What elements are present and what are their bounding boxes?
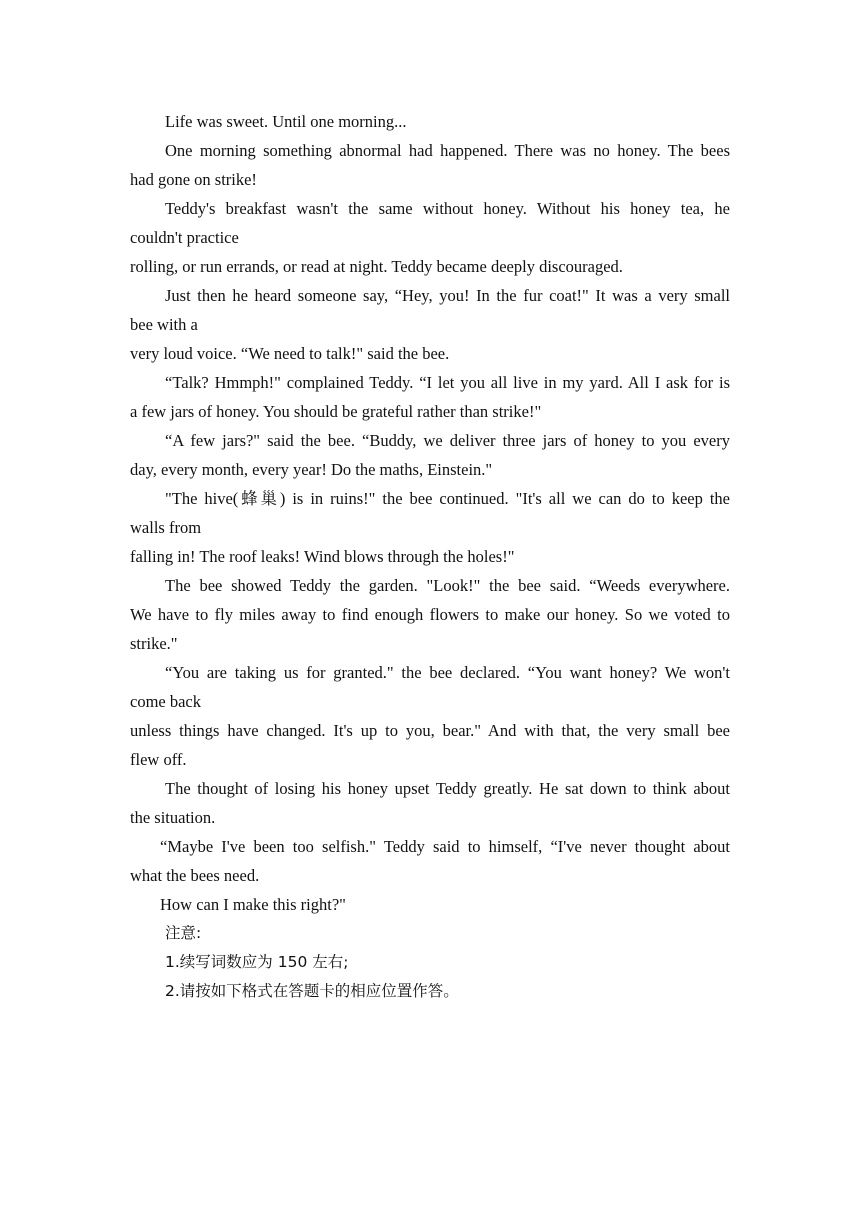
text-line: flew off. xyxy=(130,750,187,769)
text-line: couldn't practice xyxy=(130,228,239,247)
text-line: strike." xyxy=(130,634,178,653)
text-line: We have to fly miles away to find enough flowers to make our honey. So we voted to xyxy=(130,605,730,624)
text-line: rolling, or run errands, or read at night. Teddy became deeply discouraged. xyxy=(130,257,623,276)
text-line: very loud voice. “We need to talk!" said the bee. xyxy=(130,344,450,363)
text-line: what the bees need. xyxy=(130,866,260,885)
text-line: the situation. xyxy=(130,808,216,827)
text-line: The bee showed Teddy the garden. "Look!" the bee said. “Weeds everywhere. xyxy=(165,576,730,595)
text-line: Life was sweet. Until one morning... xyxy=(165,112,407,131)
text-line: had gone on strike! xyxy=(130,170,257,189)
text-line: falling in! The roof leaks! Wind blows through the holes!" xyxy=(130,547,515,566)
text-line: "The hive(蜂巢) is in ruins!" the bee continued. "It's all we can do to keep the xyxy=(165,489,730,508)
text-line: unless things have changed. It's up to you, bear." And with that, the very small bee xyxy=(130,721,730,740)
note-heading: 注意: xyxy=(165,924,202,942)
text-line: bee with a xyxy=(130,315,198,334)
text-line: “Maybe I've been too selfish." Teddy said to himself, “I've never thought about xyxy=(160,837,730,856)
text-line: walls from xyxy=(130,518,202,537)
text-line: a few jars of honey. You should be grateful rather than strike!" xyxy=(130,402,542,421)
text-line: “You are taking us for granted." the bee declared. “You want honey? We won't xyxy=(165,663,730,682)
text-line: come back xyxy=(130,692,202,711)
note-item: 1.续写词数应为 150 左右; xyxy=(165,953,349,971)
note-item: 2.请按如下格式在答题卡的相应位置作答。 xyxy=(165,982,459,1000)
text-line: “A few jars?" said the bee. “Buddy, we deliver three jars of honey to you every xyxy=(165,431,730,450)
text-line: How can I make this right?" xyxy=(160,895,346,914)
text-line: One morning something abnormal had happened. There was no honey. The bees xyxy=(165,141,730,160)
text-line: Just then he heard someone say, “Hey, you! In the fur coat!" It was a very small xyxy=(165,286,730,305)
text-line: The thought of losing his honey upset Teddy greatly. He sat down to think about xyxy=(165,779,730,798)
text-line: “Talk? Hmmph!" complained Teddy. “I let you all live in my yard. All I ask for is xyxy=(165,373,730,392)
document-page xyxy=(130,107,730,1006)
text-line: day, every month, every year! Do the maths, Einstein." xyxy=(130,460,493,479)
text-line: Teddy's breakfast wasn't the same without honey. Without his honey tea, he xyxy=(165,199,730,218)
